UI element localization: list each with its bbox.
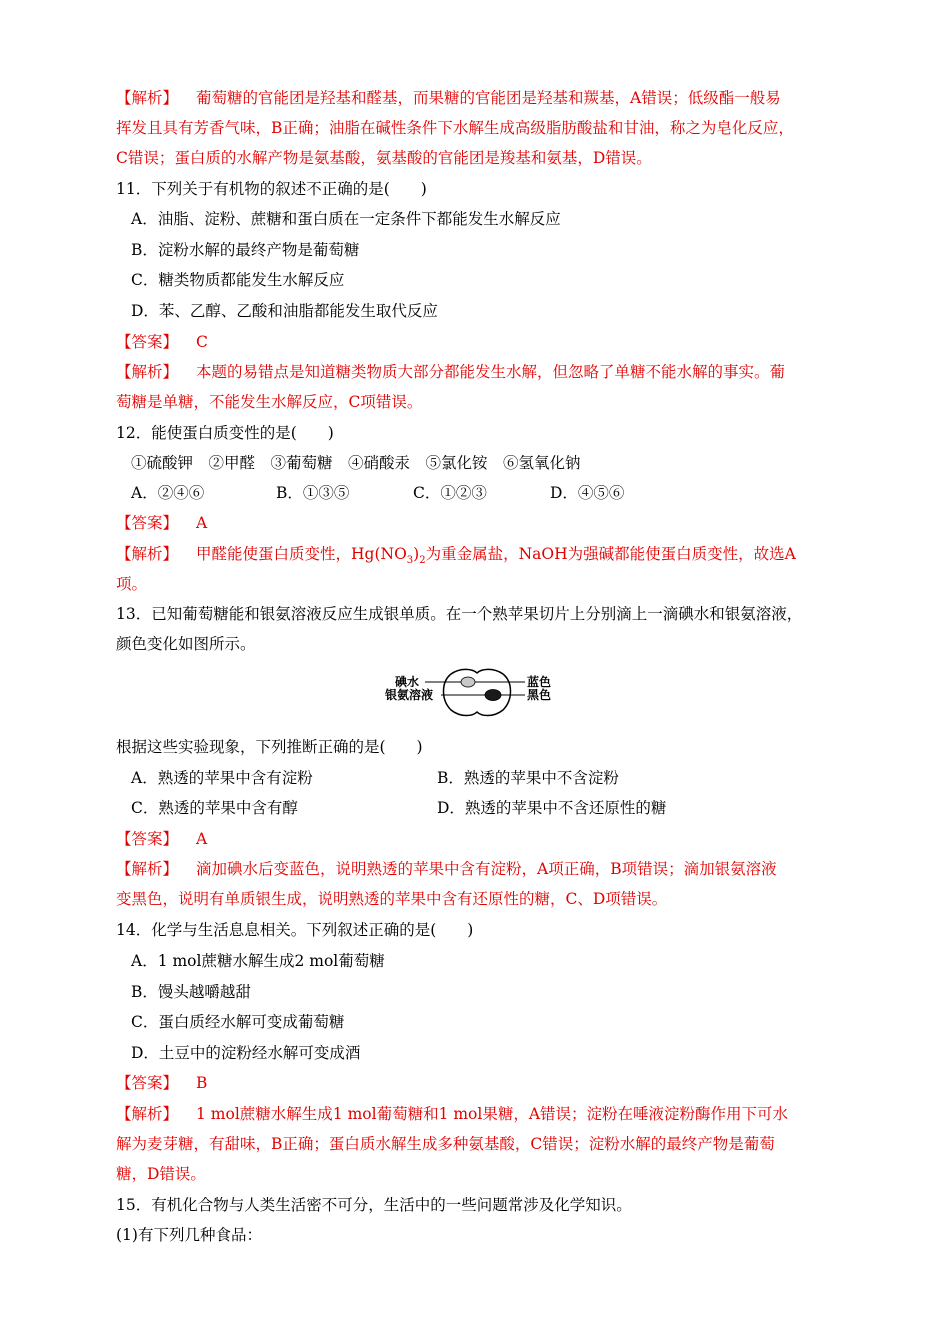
q12-items: ①硫酸钾 ②甲醛 ③葡萄糖 ④硝酸汞 ⑤氯化铵 ⑥氢氧化钠 [131,454,581,472]
label-silver-ammonia: 银氨溶液 [385,688,434,702]
q13-option-c: C．熟透的苹果中含有醇 [131,799,298,817]
apple-slice-figure [385,664,565,722]
q14-explanation-line-1: 【解析】 1 mol蔗糖水解生成1 mol葡萄糖和1 mol果糖，A错误；淀粉在唾液淀粉酶作用下可水 [116,1105,789,1123]
label-blue: 蓝色 [527,675,552,689]
q14-explanation-line-2: 解为麦芽糖，有甜味，B正确；蛋白质水解生成多种氨基酸，C错误；淀粉水解的最终产物是葡萄 [116,1135,775,1153]
q14-answer: 【答案】 B [116,1074,208,1092]
q12-option-b: B．①③⑤ [276,484,350,502]
label-iodine: 碘水 [395,675,420,689]
q13-explanation-line-2: 变黑色，说明有单质银生成，说明熟透的苹果中含有还原性的糖，C、D项错误。 [116,890,668,908]
q11-explanation-line-2: 萄糖是单糖，不能发生水解反应，C项错误。 [116,393,423,411]
q14-option-d: D．土豆中的淀粉经水解可变成酒 [131,1044,361,1062]
q13-stem-line-2: 颜色变化如图所示。 [116,635,256,653]
q12-option-a: A．②④⑥ [131,484,205,502]
q11-explanation-line-1: 【解析】 本题的易错点是知道糖类物质大部分都能发生水解，但忽略了单糖不能水解的事实。葡 [116,363,786,381]
q12-explanation-line-1: 【解析】 甲醛能使蛋白质变性，$Hg(NO_3)_2$为重金属盐，NaOH为强碱都能使蛋白质变性，故选A [116,545,796,567]
q13-option-d: D．熟透的苹果中不含还原性的糖 [437,799,667,817]
silver-drop [485,690,501,701]
q11-answer: 【答案】 C [116,333,208,351]
q11-option-d: D．苯、乙醇、乙酸和油脂都能发生取代反应 [131,302,438,320]
q14-option-a: A．1 mol蔗糖水解生成2 mol葡萄糖 [131,952,385,970]
label-black: 黑色 [527,688,552,702]
q12-stem: 12．能使蛋白质变性的是( ) [116,424,334,442]
explanation-tag: 【解析】 [116,89,179,107]
q11-stem: 11．下列关于有机物的叙述不正确的是( ) [116,180,427,198]
q12-option-d: D．④⑤⑥ [550,484,625,502]
q15-stem: 15．有机化合物与人类生活密不可分，生活中的一些问题常涉及化学知识。 [116,1196,632,1214]
q11-option-a: A．油脂、淀粉、蔗糖和蛋白质在一定条件下都能发生水解反应 [131,210,561,228]
q11-option-c: C．糖类物质都能发生水解反应 [131,271,345,289]
q13-option-b: B．熟透的苹果中不含淀粉 [437,769,619,787]
q10-explanation-line-2: 挥发且具有芳香气味，B正确；油脂在碱性条件下水解生成高级脂肪酸盐和甘油，称之为皂化反应， [116,119,794,137]
q13-answer: 【答案】 A [116,830,208,848]
q14-explanation-line-3: 糖，D错误。 [116,1165,206,1183]
q12-explanation-line-2: 项。 [116,575,148,593]
q13-stem-line-1: 13．已知葡萄糖能和银氨溶液反应生成银单质。在一个熟苹果切片上分别滴上一滴碘水和银氨溶液， [116,605,803,623]
q14-stem: 14．化学与生活息息相关。下列叙述正确的是( ) [116,921,474,939]
q13-option-a: A．熟透的苹果中含有淀粉 [131,769,313,787]
q13-stem-line-3: 根据这些实验现象，下列推断正确的是( ) [116,738,423,756]
q12-answer: 【答案】 A [116,514,208,532]
iodine-drop [461,677,475,687]
q12-option-c: C．①②③ [413,484,487,502]
q10-explanation-line-1: 【解析】 葡萄糖的官能团是羟基和醛基，而果糖的官能团是羟基和羰基，A错误；低级酯一般易 [116,89,781,107]
q10-explanation-line-3: C错误；蛋白质的水解产物是氨基酸，氨基酸的官能团是羧基和氨基，D错误。 [116,149,652,167]
q14-option-b: B．馒头越嚼越甜 [131,983,251,1001]
q11-option-b: B．淀粉水解的最终产物是葡萄糖 [131,241,360,259]
q14-option-c: C．蛋白质经水解可变成葡萄糖 [131,1013,345,1031]
q15-part-1: (1)有下列几种食品： [116,1226,262,1244]
q13-explanation-line-1: 【解析】 滴加碘水后变蓝色，说明熟透的苹果中含有淀粉，A项正确，B项错误；滴加银氨溶液 [116,860,777,878]
